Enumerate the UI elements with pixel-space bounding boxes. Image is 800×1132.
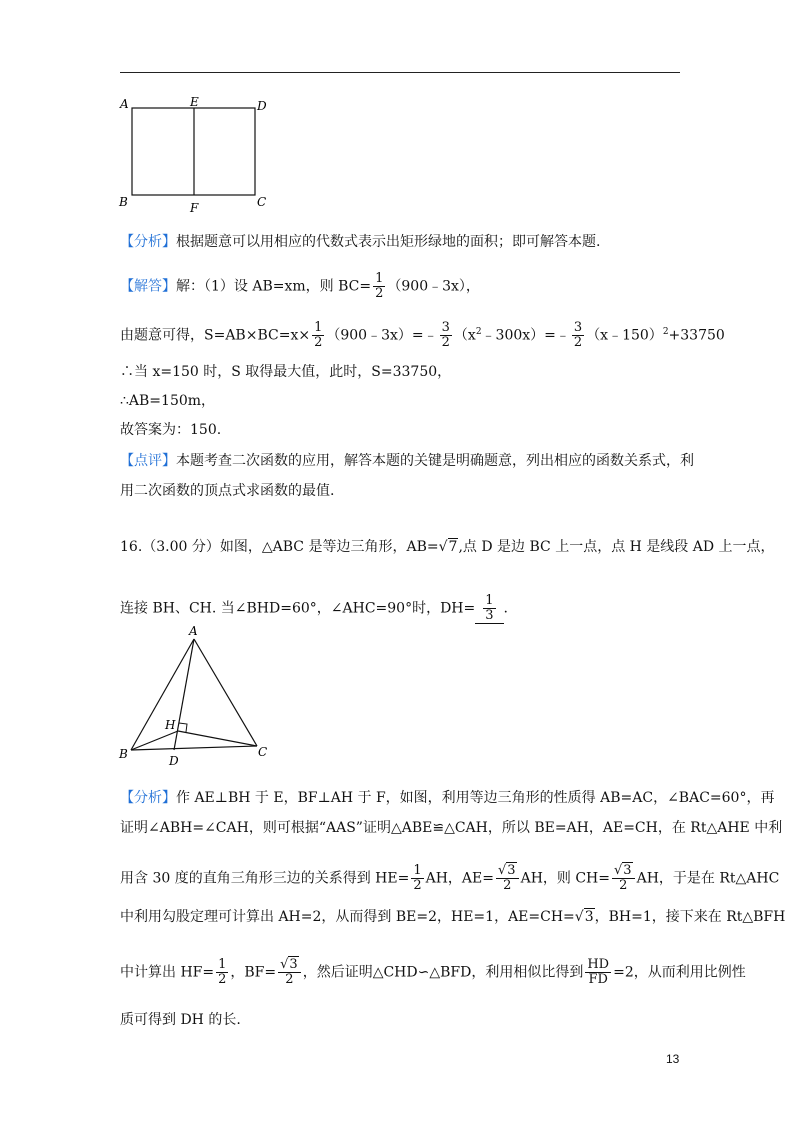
page-number: 13 xyxy=(666,1052,680,1066)
analysis-text: AH，AE= xyxy=(425,870,494,887)
label-e: E xyxy=(190,95,199,109)
analysis-text: ，BF= xyxy=(230,964,277,981)
analysis-2-line-2: 证明∠ABH=∠CAH，则可根据“AAS”证明△ABE≌△CAH，所以 BE=AH，AE=CH，在 Rt△AHE 中利 xyxy=(120,820,783,836)
sqrt-7: √7 xyxy=(438,539,458,555)
question-text: ,点 D 是边 BC 上一点，点 H 是线段 AD 上一点， xyxy=(458,539,775,555)
question-16-line-2 xyxy=(120,594,508,624)
label-b: B xyxy=(119,195,128,209)
analysis-2-line-1 xyxy=(120,788,774,808)
fraction-half: $\frac{1}{2}$ xyxy=(218,957,227,987)
analysis-2-line-6: 质可得到 DH 的长. xyxy=(120,1012,241,1028)
question-text: . xyxy=(503,600,508,617)
analysis-text: =2，从而利用比例性 xyxy=(613,964,746,981)
solution-text: +33750 xyxy=(668,327,725,344)
side-bc xyxy=(131,746,257,750)
label-d: D xyxy=(257,99,267,113)
analysis-tag: 【分析】 xyxy=(120,234,176,250)
fraction-sqrt3-over-2: $\frac{√3}{2}$ xyxy=(612,864,635,893)
solution-tag: 【解答】 xyxy=(120,278,176,295)
fraction-half: $\frac{1}{2}$ xyxy=(375,271,384,301)
question-text: 连接 BH、CH. 当∠BHD=60°，∠AHC=90°时，DH= xyxy=(120,600,476,617)
solution-text: （x﹣150） xyxy=(586,327,663,344)
comment-line-2: 用二次函数的顶点式求函数的最值. xyxy=(120,483,335,499)
fraction-three-halves: $\frac{3}{2}$ xyxy=(441,320,450,350)
triangle-figure xyxy=(115,622,275,770)
label-d: D xyxy=(169,754,179,768)
solution-text: 解：（1）设 AB=xm，则 BC= xyxy=(176,278,372,295)
fraction-three-halves: $\frac{3}{2}$ xyxy=(573,320,583,350)
analysis-text: 中计算出 HF= xyxy=(120,964,215,981)
analysis-2-line-5 xyxy=(120,958,746,987)
rectangle-figure xyxy=(115,92,275,214)
solution-line-2 xyxy=(120,321,725,350)
solution-text: （900﹣3x）， xyxy=(387,278,480,295)
answer-blank xyxy=(475,594,503,624)
solution-text: 由题意可得，S=AB×BC=x× xyxy=(120,327,311,344)
fraction-one-third: $\frac{1}{3}$ xyxy=(485,593,494,623)
analysis-text: ，然后证明△CHD∽△BFD，利用相似比得到 xyxy=(302,964,584,981)
fraction-sqrt3-over-2: $\frac{√3}{2}$ xyxy=(278,958,301,987)
solution-line-4: ∴AB=150m， xyxy=(120,393,216,409)
label-c: C xyxy=(257,195,267,209)
solution-text: ﹣300x）=﹣ xyxy=(481,327,570,344)
fraction-hd-over-fd: $\frac{HD}{FD}$ xyxy=(587,957,610,987)
analysis-text: 用含 30 度的直角三角形三边的关系得到 HE= xyxy=(120,870,410,887)
sqrt-3: √3 xyxy=(574,909,594,925)
question-16-line-1 xyxy=(120,537,775,557)
label-f: F xyxy=(190,201,199,214)
fraction-half: $\frac{1}{2}$ xyxy=(413,863,422,893)
analysis-text: 根据题意可以用相应的代数式表示出矩形绿地的面积；即可解答本题. xyxy=(176,234,601,250)
solution-line-5: 故答案为：150. xyxy=(120,422,222,438)
analysis-text: 中利用勾股定理可计算出 AH=2，从而得到 BE=2，HE=1，AE=CH= xyxy=(120,909,575,925)
solution-text: （x xyxy=(453,327,476,344)
fraction-sqrt3-over-2: $\frac{√3}{2}$ xyxy=(496,864,519,893)
exponent: 2 xyxy=(475,326,482,337)
analysis-2-line-4 xyxy=(120,907,785,927)
label-c: C xyxy=(258,745,268,759)
analysis-text: ，BH=1，接下来在 Rt△BFH xyxy=(594,909,786,925)
header-rule xyxy=(120,72,680,73)
analysis-2-line-3 xyxy=(120,864,779,893)
analysis-text: AH，于是在 Rt△AHC xyxy=(636,870,780,887)
segment-bh xyxy=(131,731,178,750)
label-b: B xyxy=(119,747,128,761)
fraction-half: $\frac{1}{2}$ xyxy=(314,320,323,350)
label-h: H xyxy=(165,718,176,732)
analysis-text: 作 AE⊥BH 于 E，BF⊥AH 于 F，如图，利用等边三角形的性质得 AB=AC，∠BAC=60°，再 xyxy=(176,790,775,806)
comment-text: 本题考查二次函数的应用，解答本题的关键是明确题意，列出相应的函数关系式，利 xyxy=(176,453,694,469)
question-text: 16.（3.00 分）如图，△ABC 是等边三角形，AB= xyxy=(120,539,439,555)
comment-line-1 xyxy=(120,451,694,471)
analysis-text: AH，则 CH= xyxy=(520,870,610,887)
analysis-tag: 【分析】 xyxy=(120,790,176,806)
solution-line-1 xyxy=(120,272,480,301)
segment-ch xyxy=(178,731,257,746)
exponent: 2 xyxy=(662,326,669,337)
analysis-1 xyxy=(120,232,600,252)
side-ac xyxy=(194,639,257,746)
label-a: A xyxy=(120,97,129,111)
solution-text: （900﹣3x）=﹣ xyxy=(326,327,438,344)
comment-tag: 【点评】 xyxy=(120,453,176,469)
solution-line-3: ∴当 x=150 时，S 取得最大值，此时，S=33750， xyxy=(120,364,452,380)
right-angle-mark xyxy=(179,723,187,732)
label-a: A xyxy=(189,624,198,638)
